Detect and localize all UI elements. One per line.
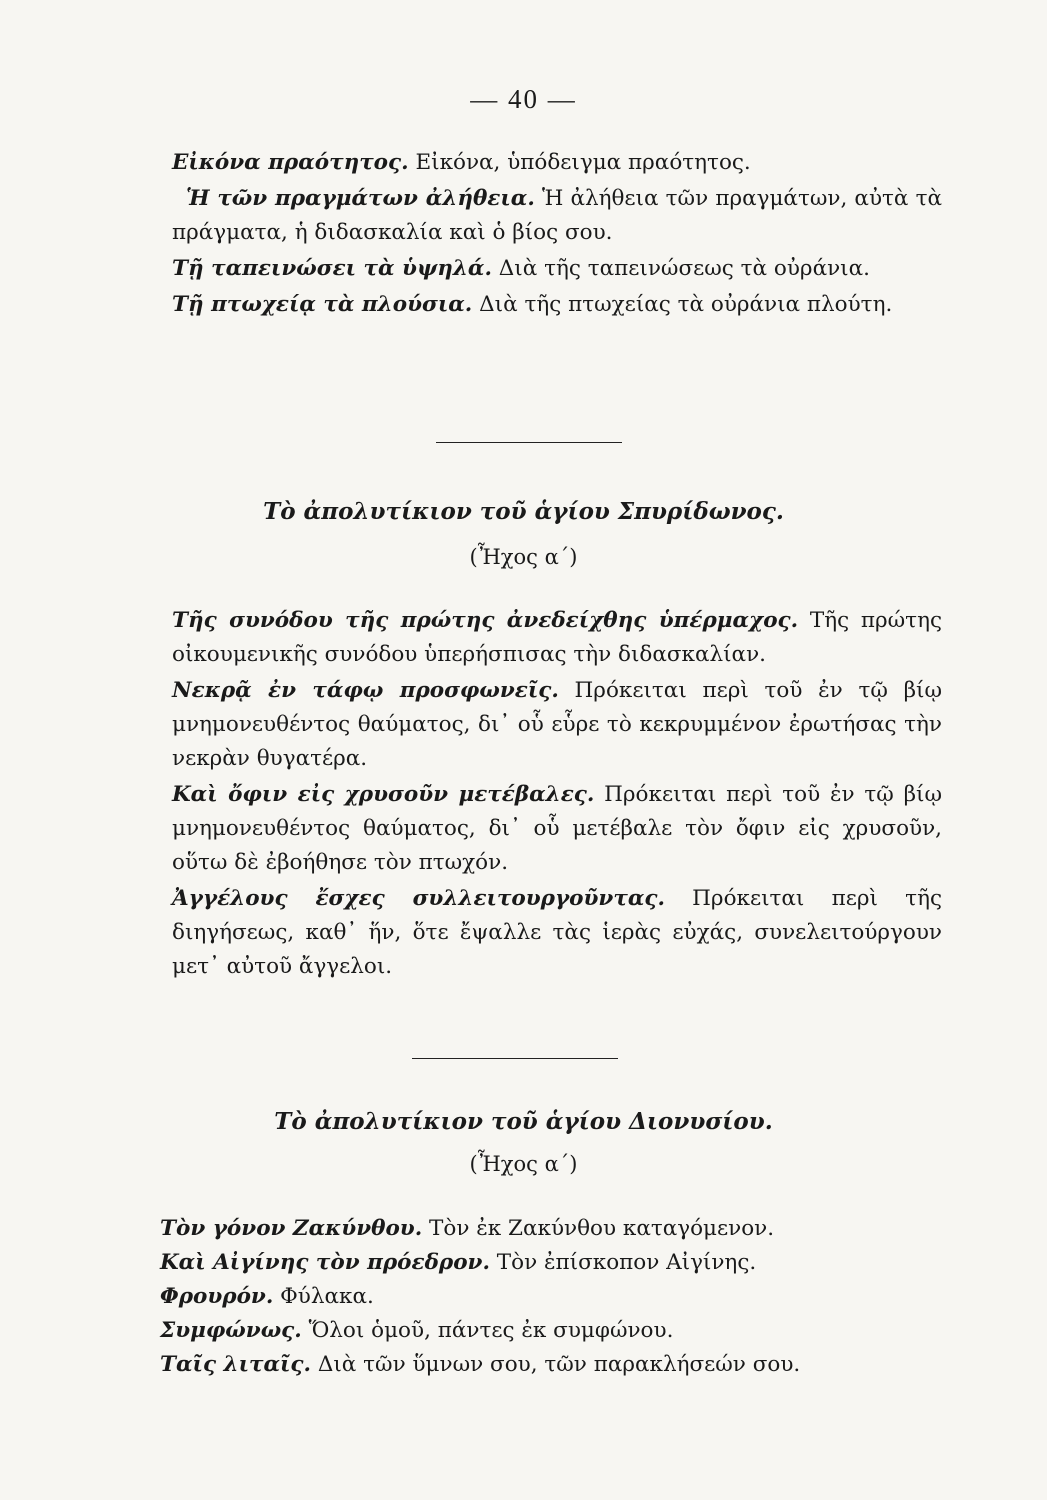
gloss-text: Πρόκειται περὶ τῆς διηγήσεως, καθ᾽ ἥν, ὅτε ἔψαλλε τὰς ἱερὰς εὐχάς, συνελειτούργουν μετ᾽ αὐτοῦ ἄγγελοι. [172, 886, 942, 979]
gloss-text: Τῆς πρώτης οἰκουμενικῆς συνόδου ὑπερήσπισας τὴν διδασκαλίαν. [172, 608, 942, 667]
gloss-lemma: Ἀγγέλους ἔσχες συλλειτουργοῦντας. [172, 886, 665, 911]
gloss-text: Ὅλοι ὁμοῦ, πάντες ἐκ συμφώνου. [301, 1318, 674, 1343]
gloss-entry [160, 1348, 900, 1382]
gloss-entry [172, 604, 942, 672]
gloss-entry [160, 1314, 900, 1348]
gloss-entry [172, 882, 942, 984]
gloss-entry [160, 1212, 900, 1246]
gloss-entry [172, 252, 942, 286]
gloss-lemma: Ταῖς λιταῖς. [160, 1352, 311, 1377]
gloss-text: Τὸν ἐκ Ζακύνθου καταγόμενον. [422, 1216, 775, 1241]
gloss-lemma: Τῇ ταπεινώσει τὰ ὑψηλά. [172, 256, 492, 281]
gloss-text: Πρόκειται περὶ τοῦ ἐν τῷ βίῳ μνημονευθέντος θαύματος, δι᾽ οὗ εὗρε τὸ κεκρυμμένον ἐρωτήσας τὴν νεκρὰν θυγατέρα. [172, 678, 943, 771]
section-mode: (Ἦχος α΄) [469, 1152, 578, 1176]
gloss-lemma: Νεκρᾷ ἐν τάφῳ προσφωνεῖς. [172, 678, 559, 703]
gloss-text: Διὰ τῆς ταπεινώσεως τὰ οὐράνια. [491, 256, 870, 281]
gloss-text: Φύλακα. [273, 1284, 374, 1309]
section-divider [436, 442, 622, 443]
page-number: — 40 — [470, 84, 577, 114]
gloss-lemma: Καὶ Αἰγίνης τὸν πρόεδρον. [160, 1250, 490, 1275]
gloss-lemma: Τὸν γόνον Ζακύνθου. [160, 1216, 423, 1241]
gloss-entry [172, 288, 942, 322]
gloss-entry [160, 1280, 900, 1314]
gloss-entry [172, 182, 942, 250]
gloss-entry [160, 1246, 900, 1280]
gloss-text: Εἰκόνα, ὑπόδειγμα πραότητος. [408, 150, 751, 175]
gloss-lemma: Ἡ τῶν πραγμάτων ἀλήθεια. [186, 186, 535, 211]
gloss-entry [172, 146, 942, 180]
gloss-text: Διὰ τῶν ὕμνων σου, τῶν παρακλήσεών σου. [311, 1352, 801, 1377]
gloss-lemma: Εἰκόνα πραότητος. [172, 150, 409, 175]
gloss-lemma: Συμφώνως. [160, 1318, 302, 1343]
gloss-lemma: Φρουρόν. [160, 1284, 274, 1309]
gloss-text: Ἡ ἀλήθεια τῶν πραγμάτων, αὐτὰ τὰ πράγματα, ἡ διδασκαλία καὶ ὁ βίος σου. [172, 186, 942, 245]
section-divider [412, 1058, 618, 1059]
section-3-glosses [160, 1212, 900, 1382]
section-title: Τὸ ἀπολυτίκιον τοῦ ἁγίου Διονυσίου. [274, 1108, 773, 1135]
section-title: Τὸ ἀπολυτίκιον τοῦ ἁγίου Σπυρίδωνος. [263, 498, 784, 525]
gloss-text: Πρόκειται περὶ τοῦ ἐν τῷ βίῳ μνημονευθέντος θαύματος, δι᾽ οὗ μετέβαλε τὸν ὄφιν εἰς χρυσοῦν, οὕτω δὲ ἐβοήθησε τὸν πτωχόν. [172, 782, 942, 875]
gloss-lemma: Καὶ ὄφιν εἰς χρυσοῦν μετέβαλες. [172, 782, 595, 807]
gloss-entry [172, 674, 942, 776]
gloss-lemma: Τῇ πτωχείᾳ τὰ πλούσια. [172, 292, 473, 317]
gloss-lemma: Τῆς συνόδου τῆς πρώτης ἀνεδείχθης ὑπέρμαχος. [172, 608, 799, 633]
gloss-text: Διὰ τῆς πτωχείας τὰ οὐράνια πλούτη. [472, 292, 893, 317]
section-mode: (Ἦχος α΄) [469, 545, 578, 569]
gloss-text: Τὸν ἐπίσκοπον Αἰγίνης. [489, 1250, 757, 1275]
gloss-entry [172, 778, 942, 880]
section-1-glosses [172, 146, 942, 322]
section-2-glosses [172, 604, 942, 984]
